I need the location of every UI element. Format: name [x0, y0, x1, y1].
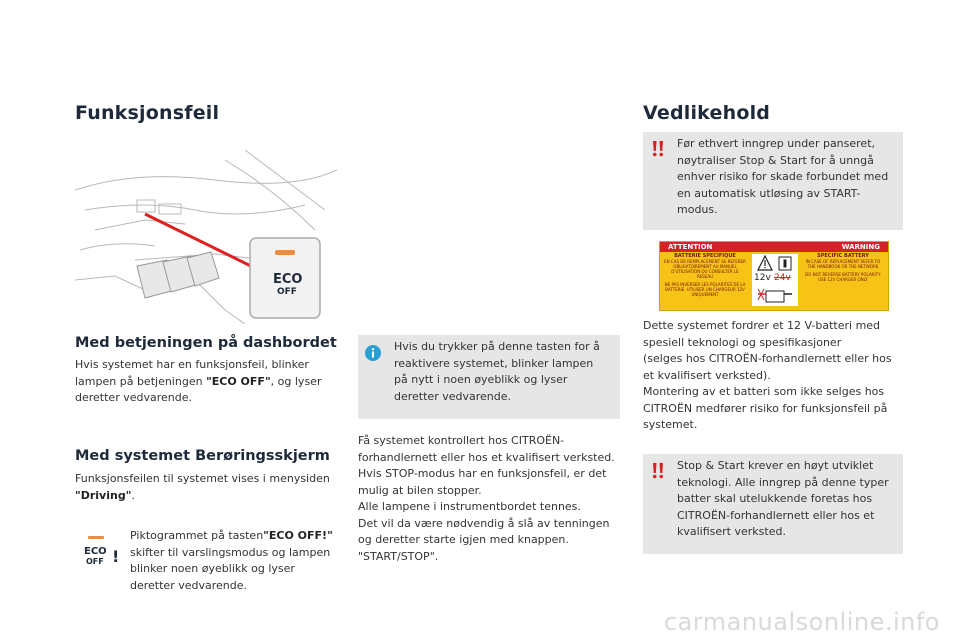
middle-paragraph: Alle lampene i instrumentbordet tennes. — [358, 500, 581, 513]
label-en-text: IN CASE OF REPLACEMENT REFER TO THE HANDBOOK OR THE NETWORK — [805, 259, 881, 269]
dashboard-illustration — [75, 150, 337, 324]
section-title-funksjonsfeil: Funksjonsfeil — [75, 102, 220, 124]
label-fr-title: BATTERIE SPECIFIQUE — [674, 253, 736, 259]
text-part: skifter til varslingsmodus og lampen blinker noen øyeblikk og lyser deretter vedvarende. — [130, 545, 331, 592]
middle-paragraph: Det vil da være nødvendig å slå av tenningen og deretter starte igjen med knappen. "START/STOP". — [358, 516, 610, 563]
text-part: Hvis systemet har en funksjonsfeil, blinker lampen på betjeningen — [75, 358, 309, 388]
dashboard-drawing — [75, 150, 337, 324]
right-paragraph: Dette systemet fordrer et 12 V-batteri med spesiell teknologi og spesifikasjoner — [643, 319, 881, 349]
warning-box-bottom — [643, 454, 903, 554]
warning-box-top-text: Før ethvert inngrep under panseret, nøytraliser Stop & Start for å unngå enhver risiko for skade forbundet med en automatisk utløsing av START-modus. — [677, 137, 889, 216]
info-box-text: Hvis du trykker på denne tasten for å reaktivere systemet, blinker lampen på nytt i noen øyeblikk og lyser deretter vedvarende. — [394, 340, 600, 403]
eco-button-label: ECO — [273, 272, 303, 287]
label-12v: 12v — [754, 273, 771, 283]
label-fr-block — [664, 254, 746, 297]
heading-dashbordet: Med betjeningen på dashbordet — [75, 335, 337, 351]
eco-lamp-icon — [88, 536, 104, 539]
pictogram-off: OFF — [86, 557, 104, 566]
warning-icon — [650, 141, 666, 157]
heading-beroringsskjerm: Med systemet Berøringsskjerm — [75, 448, 330, 464]
eco-off-pictogram — [84, 536, 120, 570]
pictogram-eco: ECO — [84, 546, 107, 557]
text-part: . — [131, 488, 135, 502]
text-part: , og lyser deretter vedvarende. — [75, 374, 322, 404]
label-warning: WARNING — [841, 243, 880, 251]
section-title-vedlikehold: Vedlikehold — [643, 102, 771, 124]
warning-icon — [650, 463, 666, 479]
label-attention: ATTENTION — [668, 243, 713, 251]
label-24v: 24v — [774, 273, 791, 283]
text-bold: "ECO OFF!" — [263, 529, 333, 542]
label-battery-icon — [756, 286, 794, 304]
label-warning-triangle-icon — [752, 254, 798, 272]
text-part: Piktogrammet på tasten — [130, 529, 264, 542]
eco-button-sublabel: OFF — [277, 287, 297, 297]
battery-warning-label — [659, 241, 889, 311]
middle-text — [358, 433, 620, 565]
info-icon — [365, 345, 381, 361]
text-bold: "Driving" — [75, 488, 132, 502]
right-text — [643, 318, 905, 434]
warning-box-top — [643, 132, 903, 230]
text-part: Funksjonsfeilen til systemet vises i menysiden — [75, 472, 330, 485]
pictogram-text — [130, 528, 335, 594]
label-en-title: SPECIFIC BATTERY — [817, 253, 869, 259]
middle-paragraph: Få systemet kontrollert hos CITROËN-forhandlernett eller hos et kvalifisert verksted. — [358, 434, 615, 464]
footer-watermark: carmanualsonline.info — [663, 608, 940, 636]
label-en-block — [802, 254, 884, 282]
label-en-bottom: DO NOT REVERSE BATTERY POLARITY. USE 12V CHARGER ONLY — [805, 272, 881, 282]
pictogram-exclamation: ! — [112, 547, 120, 566]
right-paragraph: (selges hos CITROËN-forhandlernett eller hos et kvalifisert verksted). — [643, 352, 892, 382]
label-fr-bottom: NE PAS INVERSER LES POLARITES DE LA BATTERIE. UTILISER UN CHARGEUR 12V UNIQUEMENT — [664, 282, 746, 297]
warning-box-bottom-text: Stop & Start krever en høyt utviklet teknologi. Alle inngrep på denne typer batter skal utelukkende foretas hos CITROËN-forhandlernett eller hos et kvalifisert verksted. — [677, 459, 889, 538]
middle-paragraph: Hvis STOP-modus har en funksjonsfeil, er det mulig at bilen stopper. — [358, 467, 607, 497]
beroringsskjerm-text — [75, 471, 335, 504]
label-fr-text: EN CAS DE REMPLACEMENT SE REFERER OBLIGATOIREMENT AU MANUEL D'UTILISATION OU CONSULTER LE RESEAU — [664, 259, 746, 279]
label-center-panel — [752, 254, 798, 306]
text-bold: "ECO OFF" — [206, 374, 271, 388]
info-box — [358, 335, 620, 419]
dashbordet-text — [75, 357, 330, 407]
right-paragraph: Montering av et batteri som ikke selges hos CITROËN medfører risiko for funksjonsfeil på systemet. — [643, 385, 888, 431]
